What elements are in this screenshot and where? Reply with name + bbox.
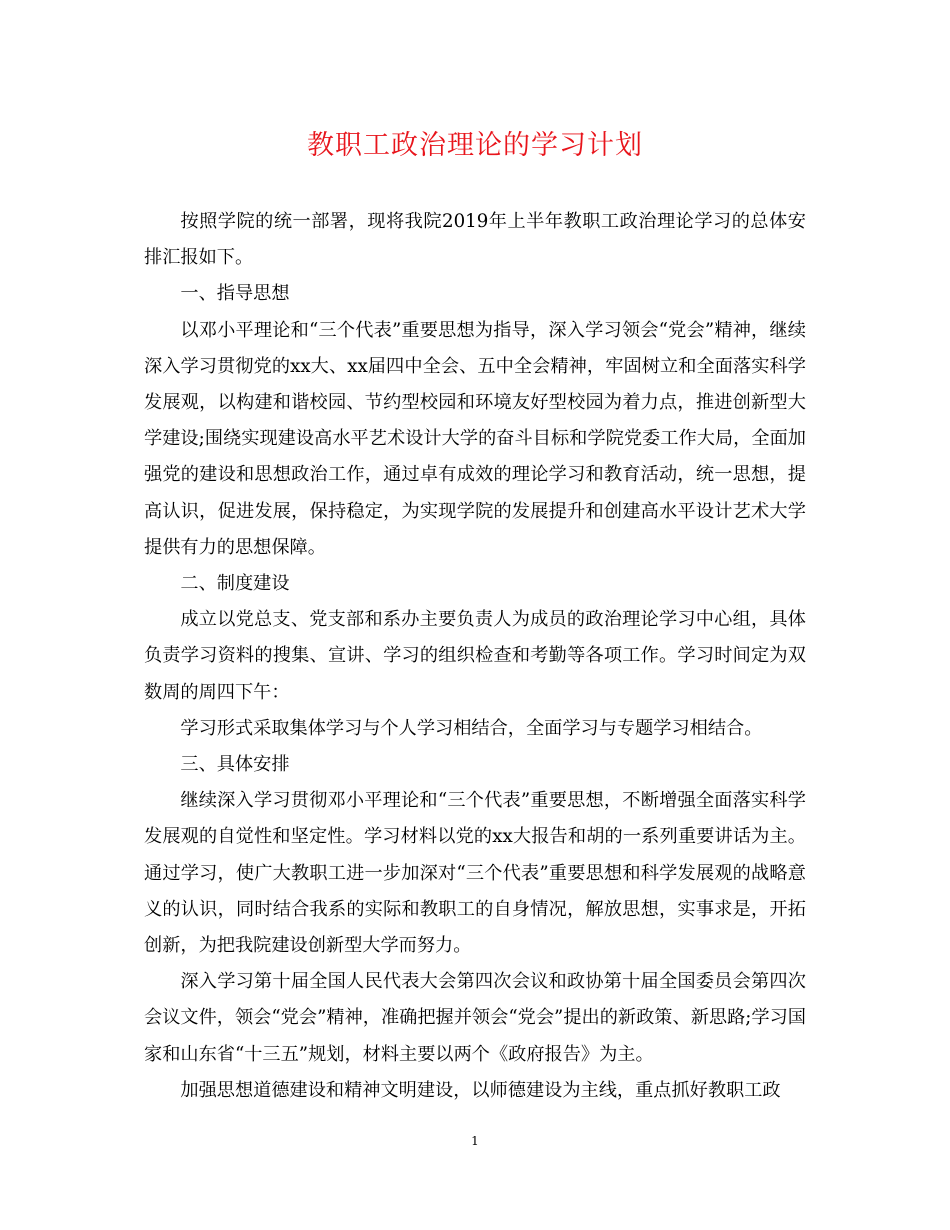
paragraph-congress-study: 深入学习第十届全国人民代表大会第四次会议和政协第十届全国委员会第四次会议文件，领会“党会”精神，准确把握并领会“党会”提出的新政策、新思路;学习国家和山东省“十三五”规划，材料主要以两个《政府报告》为主。 xyxy=(144,971,806,1065)
paragraph-moral-building: 加强思想道德建设和精神文明建设，以师德建设为主线，重点抓好教职工政 xyxy=(180,1079,781,1101)
paragraph-theory-study: 继续深入学习贯彻邓小平理论和“三个代表”重要思想，不断增强全面落实科学发展观的自觉性和坚定性。学习材料以党的xx大报告和胡的一系列重要讲话为主。通过学习，使广大教职工进一步加深对“三个代表”重要思想和科学发展观的战略意义的认识，同时结合我系的实际和教职工的自身情况，解放思想，实事求是，开拓创新，为把我院建设创新型大学而努力。 xyxy=(144,790,806,957)
paragraph-guiding-ideology: 以邓小平理论和“三个代表”重要思想为指导，深入学习领会“党会”精神，继续深入学习贯彻党的xx大、xx届四中全会、五中全会精神，牢固树立和全面落实科学发展观，以构建和谐校园、节约型校园和环境友好型校园为着力点，推进创新型大学建设;围绕实现建设高水平艺术设计大学的奋斗目标和学院党委工作大局，全面加强党的建设和思想政治工作，通过卓有成效的理论学习和教育活动，统一思想，提高认识，促进发展，保持稳定，为实现学院的发展提升和创建高水平设计艺术大学提供有力的思想保障。 xyxy=(144,319,806,558)
document-body xyxy=(144,204,806,1109)
paragraph-intro: 按照学院的统一部署，现将我院2019年上半年教职工政治理论学习的总体安排汇报如下。 xyxy=(144,211,806,269)
heading-guiding-ideology: 一、指导思想 xyxy=(180,283,290,305)
document-title: 教职工政治理论的学习计划 xyxy=(307,130,643,161)
paragraph-study-group: 成立以党总支、党支部和系办主要负责人为成员的政治理论学习中心组，具体负责学习资料的搜集、宣讲、学习的组织检查和考勤等各项工作。学习时间定为双数周的周四下午： xyxy=(144,609,806,703)
paragraph-study-form: 学习形式采取集体学习与个人学习相结合，全面学习与专题学习相结合。 xyxy=(180,717,763,739)
heading-specific-arrangements: 三、具体安排 xyxy=(180,754,290,776)
page-number: 1 xyxy=(471,1134,479,1148)
heading-system-building: 二、制度建设 xyxy=(180,573,290,595)
